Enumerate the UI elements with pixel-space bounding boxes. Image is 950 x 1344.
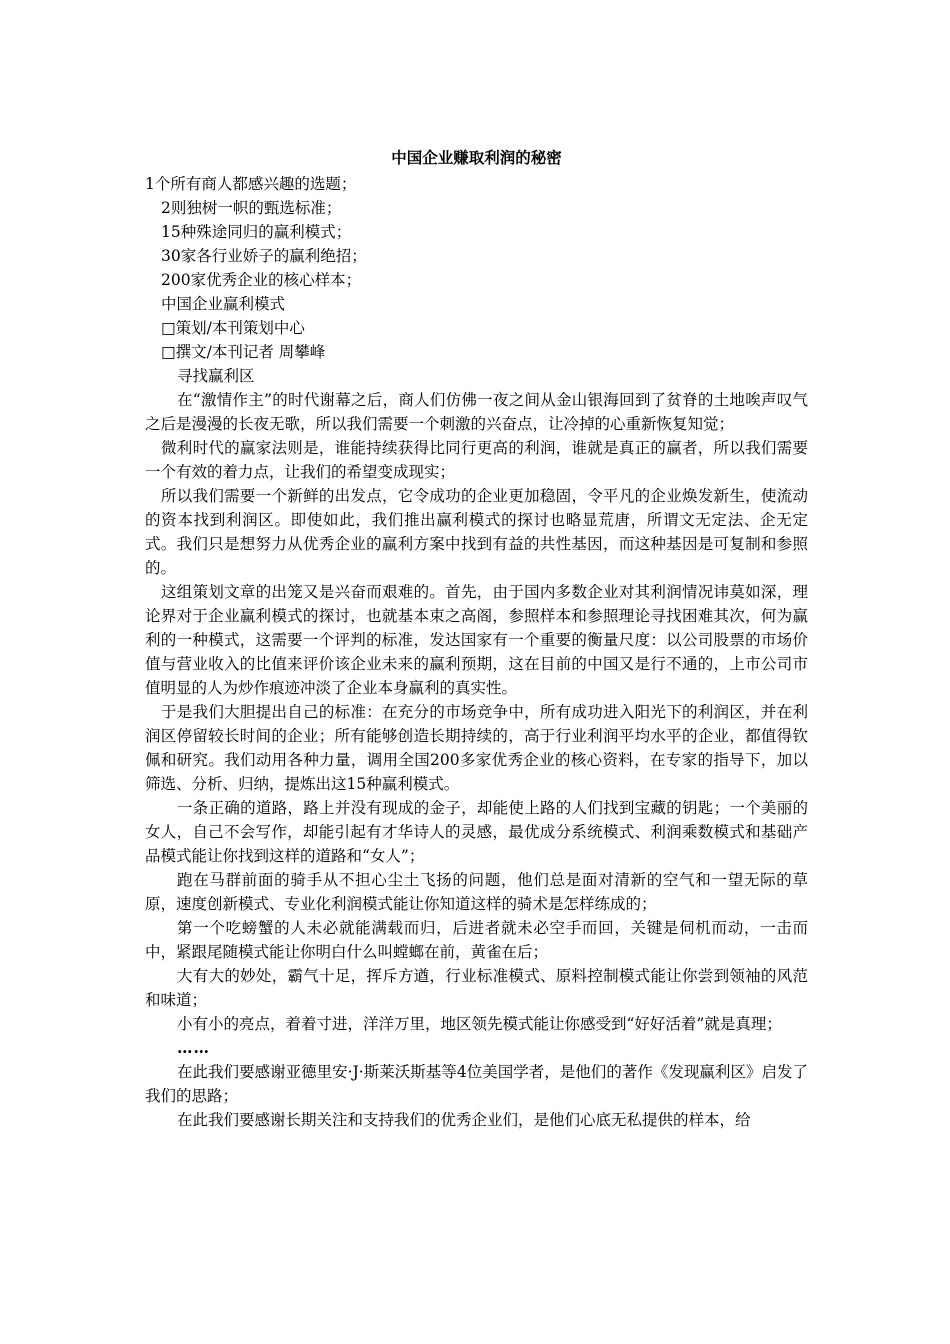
body-paragraph: 大有大的妙处，霸气十足，挥斥方遒，行业标准模式、原料控制模式能让你尝到领袖的风范和味道； xyxy=(145,967,808,1009)
body-paragraph: 小有小的亮点，着着寸进，洋洋万里，地区领先模式能让你感受到“好好活着”就是真理； xyxy=(177,1015,782,1033)
intro-line: 2则独树一帜的甄选标准； xyxy=(161,199,342,217)
intro-line: 1个所有商人都感兴趣的选题； xyxy=(145,175,357,193)
body-paragraph: 第一个吃螃蟹的人未必就能满载而归，后进者就未必空手而回，关键是伺机而动，一击而中，紧跟尾随模式能让你明白什么叫螳螂在前，黄雀在后； xyxy=(145,919,808,961)
body-paragraph: 一条正确的道路，路上并没有现成的金子，却能使上路的人们找到宝藏的钥匙；一个美丽的女人，自己不会写作，却能引起有才华诗人的灵感，最优成分系统模式、利润乘数模式和基础产品模式能让你找到这样的道路和“女人”； xyxy=(145,799,808,865)
planning-credit: □策划/本刊策划中心 xyxy=(161,319,305,337)
body-paragraph: 在“激情作主”的时代谢幕之后，商人们仿佛一夜之间从金山银海回到了贫脊的土地唉声叹气之后是漫漫的长夜无歌，所以我们需要一个刺激的兴奋点，让冷掉的心重新恢复知觉； xyxy=(145,391,808,433)
author-credit: □撰文/本刊记者 周攀峰 xyxy=(161,343,326,361)
closing-paragraph: 在此我们要感谢长期关注和支持我们的优秀企业们，是他们心底无私提供的样本，给 xyxy=(177,1111,751,1129)
intro-line: 15种殊途同归的赢利模式； xyxy=(161,223,352,241)
intro-line: 200家优秀企业的核心样本； xyxy=(161,271,362,289)
body-paragraph: 所以我们需要一个新鲜的出发点，它令成功的企业更加稳固，令平凡的企业焕发新生，使流动的资本找到利润区。即使如此，我们推出赢利模式的探讨也略显荒唐，所谓文无定法、企无定式。我们只是想努力从优秀企业的赢利方案中找到有益的共性基因，而这种基因是可复制和参照的。 xyxy=(145,487,808,577)
closing-paragraph: 在此我们要感谢亚德里安·J·斯莱沃斯基等4位美国学者，是他们的著作《发现赢利区》启发了我们的思路； xyxy=(145,1063,808,1105)
body-paragraph: 微利时代的赢家法则是，谁能持续获得比同行更高的利润，谁就是真正的赢者，所以我们需要一个有效的着力点，让我们的希望变成现实； xyxy=(145,439,808,481)
body-paragraph: 这组策划文章的出笼又是兴奋而艰难的。首先，由于国内多数企业对其利润情况讳莫如深，理论界对于企业赢利模式的探讨，也就基本束之高阁，参照样本和参照理论寻找困难其次，何为赢利的一种模式，这需要一个评判的标准，发达国家有一个重要的衡量尺度：以公司股票的市场价值与营业收入的比值来评价该企业未来的赢利预期，这在目前的中国又是行不通的，上市公司市值明显的人为炒作痕迹冲淡了企业本身赢利的真实性。 xyxy=(145,583,808,697)
ellipsis: …… xyxy=(177,1038,210,1057)
intro-line: 30家各行业娇子的赢利绝招； xyxy=(161,247,367,265)
body-paragraph: 跑在马群前面的骑手从不担心尘土飞扬的问题，他们总是面对清新的空气和一望无际的草原，速度创新模式、专业化利润模式能让你知道这样的骑术是怎样练成的； xyxy=(145,871,808,913)
intro-line: 中国企业赢利模式 xyxy=(161,295,286,313)
body-paragraph: 于是我们大胆提出自己的标准：在充分的市场竞争中，所有成功进入阳光下的利润区，并在利润区停留较长时间的企业；所有能够创造长期持续的，高于行业利润平均水平的企业，都值得钦佩和研究。我们动用各种力量，调用全国200多家优秀企业的核心资料，在专家的指导下，加以筛选、分析、归纳，提炼出这15种赢利模式。 xyxy=(145,703,808,793)
section-heading: 寻找赢利区 xyxy=(177,367,255,385)
document-title: 中国企业赚取利润的秘密 xyxy=(391,148,562,167)
document-page xyxy=(145,148,808,1132)
